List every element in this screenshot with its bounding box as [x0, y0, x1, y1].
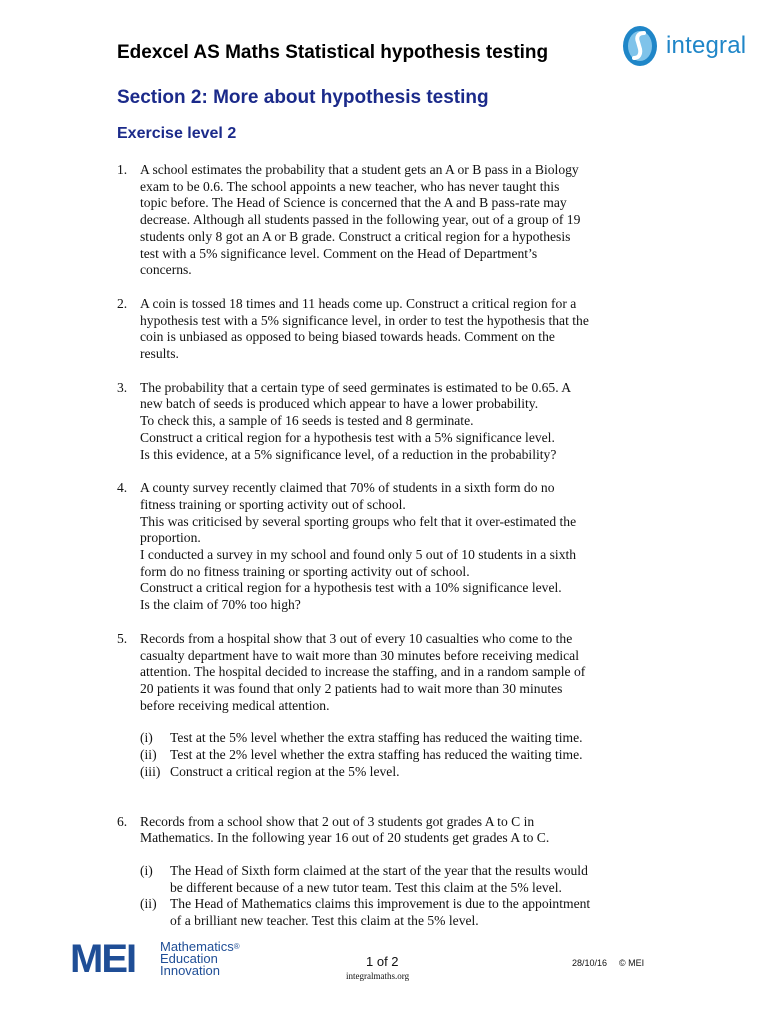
question-number: 5.	[117, 630, 128, 646]
footer-date: 28/10/16	[572, 958, 608, 968]
question-number: 6.	[117, 813, 128, 829]
question-line: students only 8 got an A or B grade. Construct a critical region for a hypothesis	[140, 228, 571, 244]
question-line: To check this, a sample of 16 seeds is tested and 8 germinate.	[140, 413, 474, 429]
question-line: hypothesis test with a 5% significance level, in order to test the hypothesis that the	[140, 312, 589, 328]
question-parts	[140, 730, 662, 780]
question-line: Construct a critical region for a hypothesis test with a 10% significance level.	[140, 580, 562, 596]
question-line: Mathematics. In the following year 16 out of 20 students get grades A to C.	[140, 830, 550, 846]
question-line: Is this evidence, at a 5% significance level, of a reduction in the probability?	[140, 446, 557, 462]
part-line: of a brilliant new teacher. Test this claim at the 5% level.	[170, 913, 479, 929]
mei-word: Education	[160, 951, 218, 966]
question-line: fitness training or sporting activity out of school.	[140, 496, 406, 512]
question-part	[140, 764, 662, 781]
question-line: Is the claim of 70% too high?	[140, 597, 301, 613]
integral-logo-text: integral	[666, 32, 747, 59]
exercise-title: Exercise level 2	[117, 125, 237, 142]
part-line: Test at the 2% level whether the extra staffing has reduced the waiting time.	[170, 747, 583, 763]
integral-logo	[622, 24, 768, 68]
question-part	[140, 863, 662, 896]
page-number: 1 of 2	[366, 954, 399, 969]
question-line: concerns.	[140, 262, 192, 278]
question-2	[117, 296, 662, 363]
question-line: This was criticised by several sporting groups who felt that it over-estimated the	[140, 513, 577, 529]
question-line: proportion.	[140, 530, 201, 546]
part-line: be different because of a new tutor team. Test this claim at the 5% level.	[170, 879, 562, 895]
question-line: form do no fitness training or sporting activity out of school.	[140, 563, 470, 579]
question-line: before receiving medical attention.	[140, 697, 330, 713]
part-line: Construct a critical region at the 5% level.	[170, 763, 400, 779]
question-line: Records from a hospital show that 3 out of every 10 casualties who come to the	[140, 630, 573, 646]
question-line: Records from a school show that 2 out of 3 students got grades A to C in	[140, 813, 535, 829]
mei-word: Mathematics	[160, 939, 234, 954]
question-4	[117, 480, 662, 614]
part-line: Test at the 5% level whether the extra staffing has reduced the waiting time.	[170, 730, 583, 746]
question-3	[117, 380, 662, 464]
mei-logo-letters: MEI	[70, 937, 136, 981]
part-line: The Head of Mathematics claims this improvement is due to the appointment	[170, 896, 591, 912]
integral-logo-icon	[622, 24, 662, 68]
question-line: A school estimates the probability that a student gets an A or B pass in a Biology	[140, 162, 579, 177]
question-5	[117, 631, 662, 781]
question-line: new batch of seeds is produced which appear to have a lower probability.	[140, 396, 539, 412]
question-line: topic before. The Head of Science is concerned that the A and B pass-rate may	[140, 195, 567, 211]
question-line: coin is unbiased as opposed to being biased towards heads. Comment on the	[140, 329, 555, 345]
question-list	[117, 162, 662, 930]
question-part	[140, 730, 662, 747]
question-number: 4.	[117, 480, 128, 496]
footer-website: integralmaths.org	[346, 971, 410, 981]
question-number: 3.	[117, 379, 128, 395]
section-title: Section 2: More about hypothesis testing	[117, 87, 489, 108]
part-label: (i)	[140, 862, 153, 878]
question-line: results.	[140, 346, 179, 362]
question-line: decrease. Although all students passed in the following year, out of a group of 19	[140, 212, 581, 228]
question-6	[117, 814, 662, 930]
mei-word: Innovation	[160, 963, 220, 978]
question-line: I conducted a survey in my school and found only 5 out of 10 students in a sixth	[140, 547, 577, 563]
question-1	[117, 162, 662, 279]
registered-mark: ®	[233, 942, 240, 951]
question-line: attention. The hospital decided to increase the staffing, and in a random sample of	[140, 664, 586, 680]
part-label: (ii)	[140, 896, 157, 912]
question-line: A county survey recently claimed that 70% of students in a sixth form do no	[140, 480, 555, 496]
question-line: exam to be 0.6. The school appoints a new teacher, who has never taught this	[140, 178, 560, 194]
question-line: A coin is tossed 18 times and 11 heads come up. Construct a critical region for a	[140, 295, 577, 311]
question-part	[140, 747, 662, 764]
question-part	[140, 896, 662, 929]
mei-logo-words	[160, 941, 240, 977]
document-title: Edexcel AS Maths Statistical hypothesis testing	[117, 42, 549, 63]
question-line: test with a 5% significance level. Comment on the Head of Department’s	[140, 245, 538, 261]
question-line: 20 patients it was found that only 2 patients had to wait more than 30 minutes	[140, 680, 563, 696]
part-label: (iii)	[140, 763, 161, 779]
footer-copyright: © MEI	[619, 958, 645, 968]
question-line: casualty department have to wait more than 30 minutes before receiving medical	[140, 647, 579, 663]
question-parts	[140, 863, 662, 930]
question-line: Construct a critical region for a hypothesis test with a 5% significance level.	[140, 429, 555, 445]
part-label: (i)	[140, 730, 153, 746]
question-number: 2.	[117, 295, 128, 311]
mei-logo	[70, 938, 270, 980]
part-label: (ii)	[140, 747, 157, 763]
question-line: The probability that a certain type of seed germinates is estimated to be 0.65. A	[140, 379, 572, 395]
part-line: The Head of Sixth form claimed at the start of the year that the results would	[170, 862, 588, 878]
question-number: 1.	[117, 162, 128, 177]
